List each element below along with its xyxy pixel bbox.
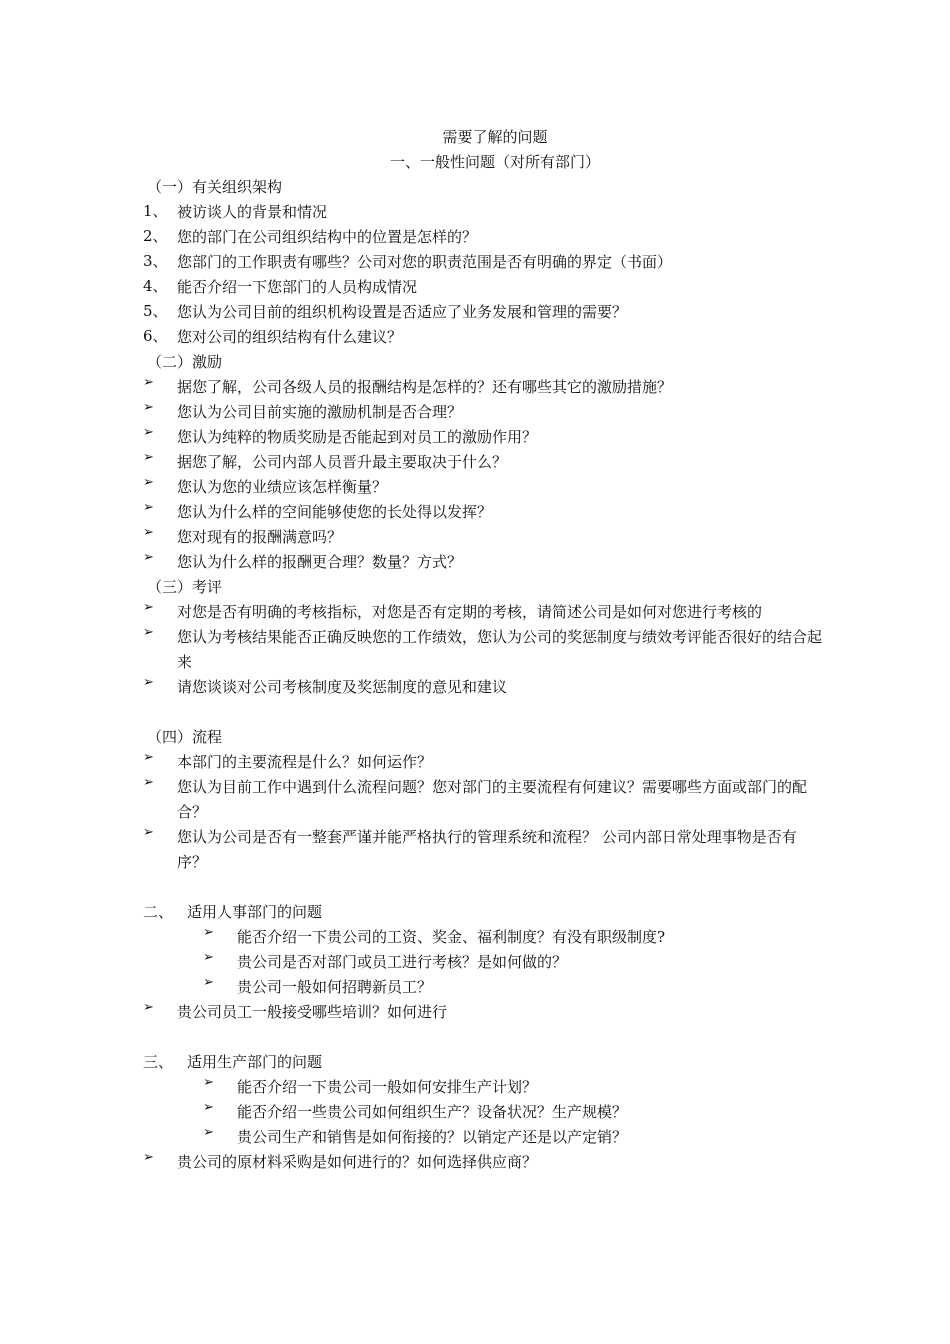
section-evaluation-list — [143, 600, 823, 700]
list-item-text: 您部门的工作职责有哪些？公司对您的职责范围是否有明确的界定（书面） — [177, 253, 673, 271]
list-item — [143, 975, 823, 1000]
list-item-text: 能否介绍一下贵公司一般如何安排生产计划？ — [237, 1078, 538, 1096]
document-title: 需要了解的问题 — [442, 128, 548, 146]
list-item — [143, 225, 823, 250]
list-item — [143, 925, 823, 950]
list-item-text: 据您了解，公司各级人员的报酬结构是怎样的？还有哪些其它的激励措施？ — [177, 378, 673, 396]
item-number: 1、 — [143, 202, 168, 220]
bullet-icon: ➢ — [143, 1000, 154, 1015]
bullet-icon: ➢ — [143, 675, 154, 690]
list-item — [143, 675, 823, 700]
bullet-icon: ➢ — [143, 475, 154, 490]
spacer — [143, 1025, 823, 1050]
item-number: 4、 — [143, 277, 168, 295]
item-number: 2、 — [143, 227, 168, 245]
list-item-text: 您对现有的报酬满意吗？ — [177, 528, 343, 546]
list-item-text: 据您了解，公司内部人员晋升最主要取决于什么？ — [177, 453, 508, 471]
bullet-icon: ➢ — [203, 1100, 214, 1115]
list-item-text: 您的部门在公司组织结构中的位置是怎样的？ — [177, 228, 478, 246]
spacer — [143, 875, 823, 900]
bullet-icon: ➢ — [143, 425, 154, 440]
list-item — [143, 375, 823, 400]
list-item — [143, 300, 823, 325]
list-item-text: 能否介绍一些贵公司如何组织生产？设备状况？生产规模？ — [237, 1103, 628, 1121]
list-item-text: 您认为考核结果能否正确反映您的工作绩效，您认为公司的奖惩制度与绩效考评能否很好的结合起来 — [177, 628, 823, 671]
list-item-text: 您认为什么样的空间能够使您的长处得以发挥？ — [177, 503, 493, 521]
section-process-heading: （四）流程 — [147, 728, 223, 746]
section-incentive-list — [143, 375, 823, 575]
bullet-icon: ➢ — [143, 600, 154, 615]
section-process-list — [143, 750, 823, 875]
list-item — [143, 450, 823, 475]
list-item — [143, 775, 823, 825]
list-item — [143, 950, 823, 975]
list-item-text: 贵公司一般如何招聘新员工？ — [237, 978, 433, 996]
list-item-text: 贵公司是否对部门或员工进行考核？是如何做的？ — [237, 953, 568, 971]
list-item-text: 您认为纯粹的物质奖励是否能起到对员工的激励作用？ — [177, 428, 538, 446]
bullet-icon: ➢ — [143, 550, 154, 565]
part3-title: 适用生产部门的问题 — [187, 1053, 323, 1071]
list-item-text: 您认为什么样的报酬更合理？数量？方式？ — [177, 553, 463, 571]
bullet-icon: ➢ — [143, 1150, 154, 1165]
list-item — [143, 475, 823, 500]
bullet-icon: ➢ — [143, 625, 154, 640]
list-item — [143, 400, 823, 425]
list-item-text: 贵公司的原材料采购是如何进行的？如何选择供应商？ — [177, 1153, 538, 1171]
list-item — [143, 500, 823, 525]
part2-heading — [143, 900, 823, 925]
list-item — [143, 825, 823, 875]
bullet-icon: ➢ — [203, 1125, 214, 1140]
bullet-icon: ➢ — [143, 450, 154, 465]
list-item — [143, 525, 823, 550]
bullet-icon: ➢ — [143, 375, 154, 390]
list-item-text: 您认为公司目前的组织机构设置是否适应了业务发展和管理的需要？ — [177, 303, 628, 321]
part2-sub-list — [143, 925, 823, 1000]
part3-heading — [143, 1050, 823, 1075]
section-evaluation-heading: （三）考评 — [147, 578, 223, 596]
spacer — [143, 700, 823, 725]
list-item-text: 您对公司的组织结构有什么建议？ — [177, 328, 403, 346]
bullet-icon: ➢ — [143, 500, 154, 515]
part2-list — [143, 1000, 823, 1025]
list-item — [143, 1125, 823, 1150]
item-number: 3、 — [143, 252, 168, 270]
bullet-icon: ➢ — [143, 750, 154, 765]
part3-list — [143, 1150, 823, 1175]
list-item — [143, 600, 823, 625]
list-item-text: 本部门的主要流程是什么？如何运作？ — [177, 753, 433, 771]
list-item-text: 您认为公司是否有一整套严谨并能严格执行的管理系统和流程？ 公司内部日常处理事物是否有序？ — [177, 828, 797, 871]
list-item — [143, 550, 823, 575]
list-item — [143, 425, 823, 450]
list-item — [143, 250, 823, 275]
bullet-icon: ➢ — [203, 975, 214, 990]
bullet-icon: ➢ — [143, 400, 154, 415]
list-item — [143, 1000, 823, 1025]
list-item — [143, 275, 823, 300]
list-item-text: 对您是否有明确的考核指标，对您是否有定期的考核，请简述公司是如何对您进行考核的 — [177, 603, 763, 621]
part3-label: 三、 — [143, 1053, 174, 1071]
list-item — [143, 1100, 823, 1125]
list-item-text: 您认为您的业绩应该怎样衡量？ — [177, 478, 388, 496]
item-number: 5、 — [143, 302, 168, 320]
list-item — [143, 200, 823, 225]
section-org-heading: （一）有关组织架构 — [147, 178, 283, 196]
bullet-icon: ➢ — [143, 825, 154, 840]
section-incentive-heading: （二）激励 — [147, 353, 223, 371]
bullet-icon: ➢ — [203, 1075, 214, 1090]
bullet-icon: ➢ — [203, 950, 214, 965]
list-item-text: 贵公司生产和销售是如何衔接的？以销定产还是以产定销？ — [237, 1128, 628, 1146]
list-item-text: 能否介绍一下您部门的人员构成情况 — [177, 278, 418, 296]
list-item — [143, 1150, 823, 1175]
list-item-text: 请您谈谈对公司考核制度及奖惩制度的意见和建议 — [177, 678, 508, 696]
part1-heading: 一、一般性问题（对所有部门） — [389, 153, 600, 171]
list-item-text: 您认为目前工作中遇到什么流程问题？您对部门的主要流程有何建议？需要哪些方面或部门的配合？ — [177, 778, 808, 821]
document-body — [143, 125, 823, 1175]
bullet-icon: ➢ — [143, 775, 154, 790]
section-org-list — [143, 200, 823, 350]
part2-title: 适用人事部门的问题 — [187, 903, 323, 921]
part3-sub-list — [143, 1075, 823, 1150]
list-item — [143, 625, 823, 675]
list-item-text: 贵公司员工一般接受哪些培训？如何进行 — [177, 1003, 448, 1021]
bullet-icon: ➢ — [203, 925, 214, 940]
part2-label: 二、 — [143, 903, 174, 921]
list-item-text: 被访谈人的背景和情况 — [177, 203, 328, 221]
list-item — [143, 750, 823, 775]
list-item-text: 您认为公司目前实施的激励机制是否合理？ — [177, 403, 463, 421]
list-item — [143, 325, 823, 350]
list-item — [143, 1075, 823, 1100]
list-item-text: 能否介绍一下贵公司的工资、奖金、福利制度？有没有职级制度? — [237, 928, 666, 946]
item-number: 6、 — [143, 327, 168, 345]
bullet-icon: ➢ — [143, 525, 154, 540]
